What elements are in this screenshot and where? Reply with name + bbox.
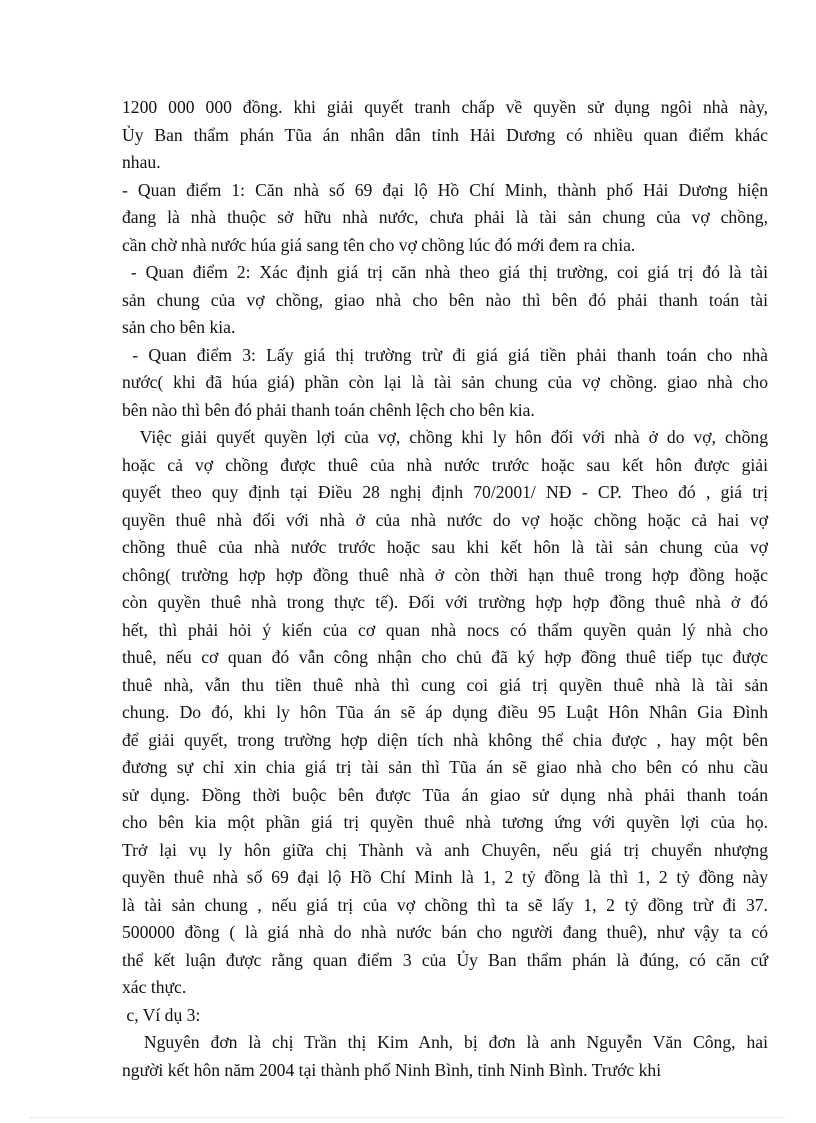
text-line: sử dụng. Đồng thời buộc bên được Tũa án giao sử dụng nhà phải thanh toán xyxy=(122,784,768,805)
text-line: thể kết luận được rằng quan điểm 3 của Ủy Ban thẩm phán là đúng, có căn cứ xyxy=(122,949,768,970)
text-line: - Quan điểm 1: Căn nhà số 69 đại lộ Hồ Chí Minh, thành phố Hải Dương hiện xyxy=(122,179,768,200)
text-line: 1200 000 000 đồng. khi giải quyết tranh chấp về quyền sử dụng ngôi nhà này, xyxy=(122,97,768,117)
text-line: để giải quyết, trong trường hợp diện tích nhà không thể chia được , hay một bên xyxy=(122,729,768,750)
text-line: - Quan điểm 3: Lấy giá thị trường trừ đi giá giá tiền phải thanh toán cho nhà xyxy=(122,344,768,365)
text-line: quyết theo quy định tại Điều 28 nghị định 70/2001/ NĐ - CP. Theo đó , giá trị xyxy=(122,482,768,502)
text-line: chung. Do đó, khi ly hôn Tũa án sẽ áp dụng điều 95 Luật Hôn Nhân Gia Đình xyxy=(122,702,768,722)
text-line: quyền thuê nhà số 69 đại lộ Hồ Chí Minh là 1, 2 tỷ đồng là thì 1, 2 tỷ đồng này xyxy=(122,867,768,887)
text-line: Ủy Ban thẩm phán Tũa án nhân dân tỉnh Hải Dương có nhiều quan điểm khác xyxy=(122,124,768,145)
text-line: thuê nhà, vẫn thu tiền thuê nhà thì cung coi giá trị quyền thuê nhà là tài sản xyxy=(122,674,768,695)
text-line: đang là nhà thuộc sở hữu nhà nước, chưa phải là tài sản chung của vợ chồng, xyxy=(122,207,768,227)
text-line: c, Ví dụ 3: xyxy=(122,1004,201,1025)
text-line: 500000 đồng ( là giá nhà do nhà nước bán cho người đang thuê), như vậy ta có xyxy=(122,922,768,942)
text-line: cần chờ nhà nước húa giá sang tên cho vợ chồng lúc đó mới đem ra chia. xyxy=(122,234,636,255)
text-line: nhau. xyxy=(122,152,161,172)
text-line: hoặc cả vợ chồng được thuê của nhà nước trước hoặc sau kết hôn được giải xyxy=(122,454,768,475)
page-bottom-divider xyxy=(30,1117,786,1118)
text-line: cho bên kia một phần giá trị quyền thuê nhà tương ứng với quyền lợi của họ. xyxy=(122,812,768,832)
text-line: chồng thuê của nhà nước trước hoặc sau khi kết hôn là tài sản chung của vợ xyxy=(122,537,768,557)
text-line: là tài sản chung , nếu giá trị của vợ chồng thì ta sẽ lấy 1, 2 tỷ đồng trừ đi 37. xyxy=(122,894,768,915)
text-line: người kết hôn năm 2004 tại thành phố Ninh Bình, tỉnh Ninh Bình. Trước khi xyxy=(122,1059,662,1080)
text-line: Nguyên đơn là chị Trần thị Kim Anh, bị đơn là anh Nguyễn Văn Công, hai xyxy=(122,1032,768,1052)
text-line: còn quyền thuê nhà trong thực tế). Đối với trường hợp hợp đồng thuê nhà ở đó xyxy=(122,592,768,612)
text-line: bên nào thì bên đó phải thanh toán chênh lệch cho bên kia. xyxy=(122,399,535,420)
text-line: Việc giải quyết quyền lợi của vợ, chồng khi ly hôn đối với nhà ở do vợ, chồng xyxy=(122,427,768,447)
text-line: thuê, nếu cơ quan đó vẫn công nhận cho chủ đã ký hợp đồng thuê tiếp tục được xyxy=(122,647,768,667)
text-line: hết, thì phải hỏi ý kiến của cơ quan nhà nocs có thẩm quyền quản lý nhà cho xyxy=(122,619,768,640)
text-line: đương sự chỉ xin chia giá trị tài sản thì Tũa án sẽ giao nhà cho bên có nhu cầu xyxy=(122,757,768,777)
text-line: - Quan điểm 2: Xác định giá trị căn nhà theo giá thị trường, coi giá trị đó là tài xyxy=(122,262,768,282)
text-line: xác thực. xyxy=(122,977,187,997)
text-line: sản cho bên kia. xyxy=(122,317,236,337)
text-line: quyền thuê nhà đối với nhà ở của nhà nước do vợ hoặc chồng hoặc cả hai vợ xyxy=(122,509,768,530)
text-line: sản chung của vợ chồng, giao nhà cho bên nào thì bên đó phải thanh toán tài xyxy=(122,289,768,310)
text-line: chông( trường hợp hợp đồng thuê nhà ở còn thời hạn thuê trong hợp đồng hoặc xyxy=(122,564,768,585)
text-line: nước( khi đã húa giá) phần còn lại là tài sản chung của vợ chồng. giao nhà cho xyxy=(122,372,768,392)
document-body xyxy=(122,94,768,1084)
text-line: Trở lại vụ ly hôn giữa chị Thành và anh Chuyên, nếu giá trị chuyển nhượng xyxy=(122,839,768,860)
